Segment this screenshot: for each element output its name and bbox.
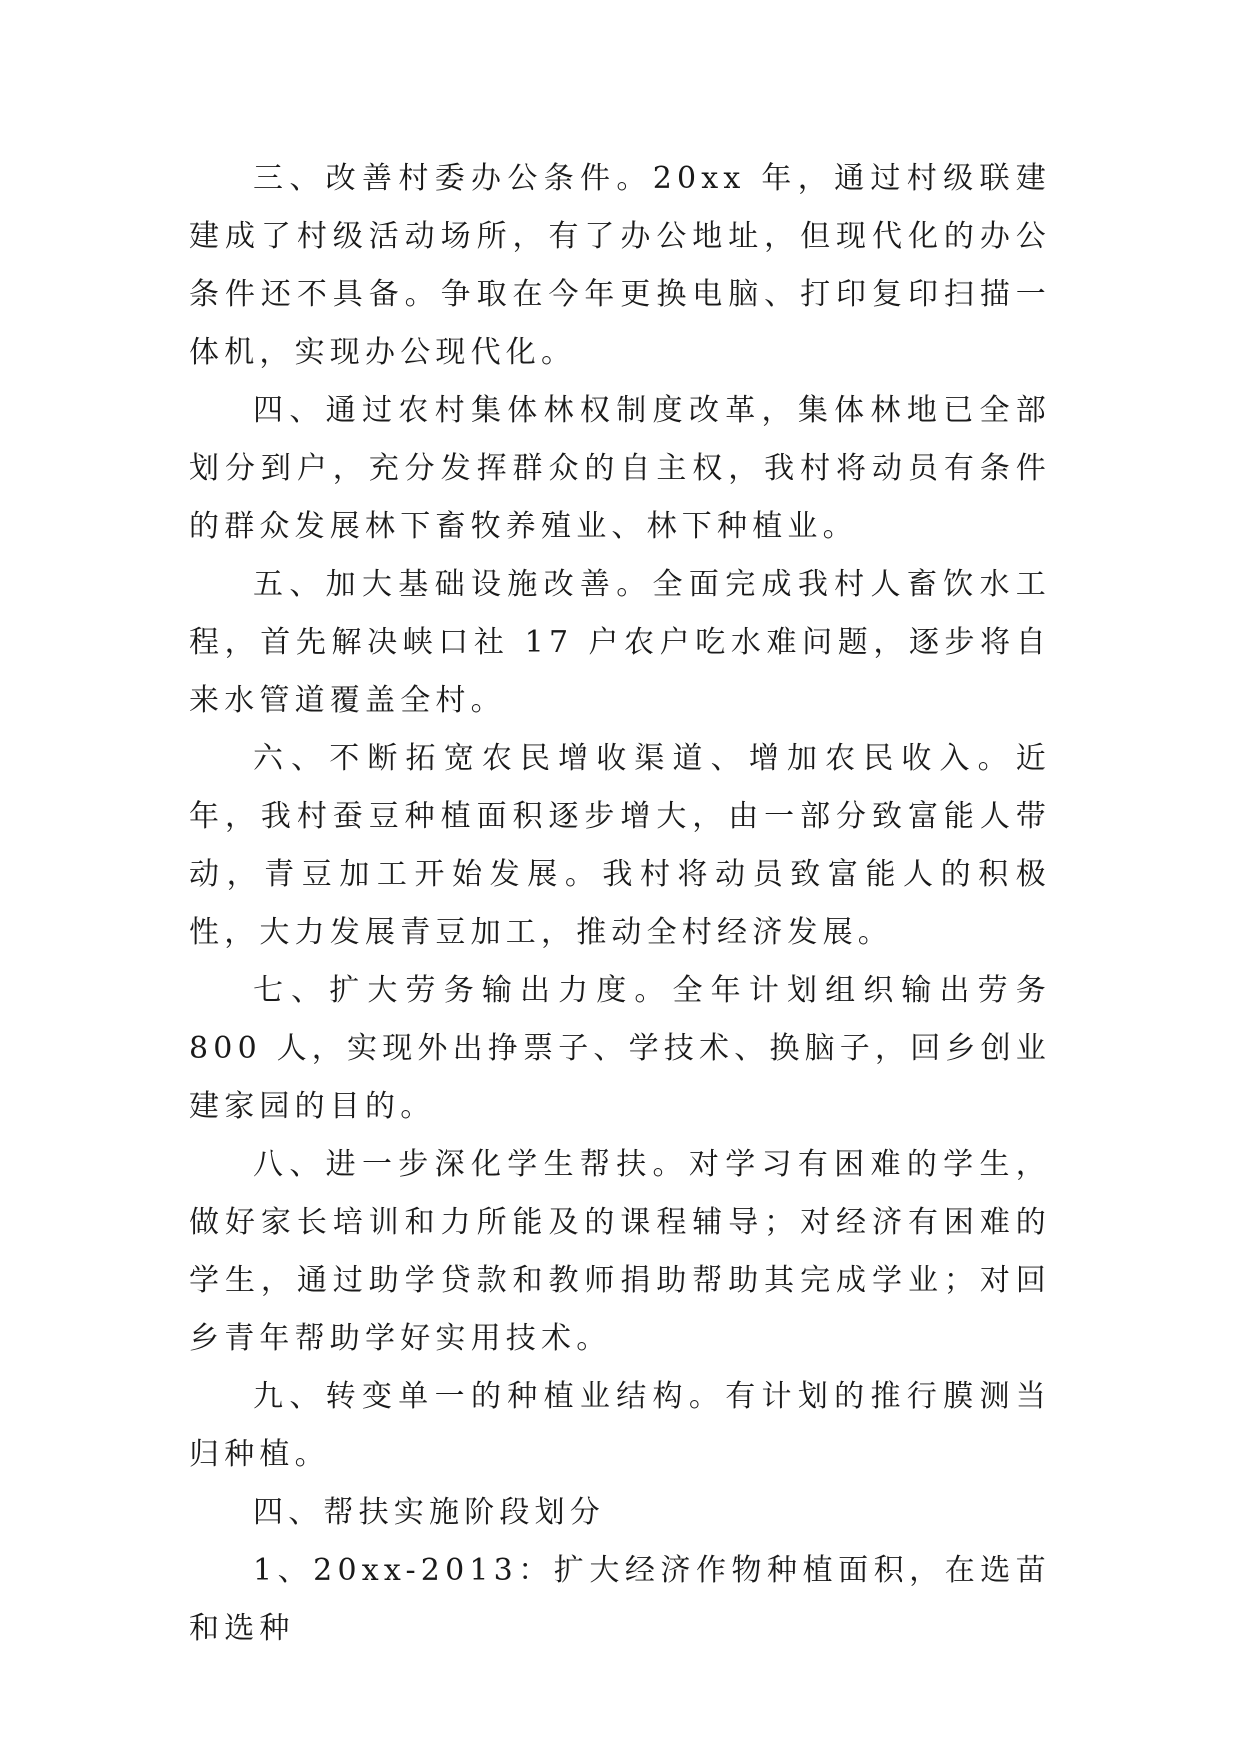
document-body [189, 150, 1051, 1658]
paragraph-7-labor-export: 七、扩大劳务输出力度。全年计划组织输出劳务 800 人，实现外出挣票子、学技术、换脑子，回乡创业建家园的目的。 [189, 973, 1051, 1124]
paragraph-3-office-conditions: 三、改善村委办公条件。20xx 年，通过村级联建建成了村级活动场所，有了办公地址，但现代化的办公条件还不具备。争取在今年更换电脑、打印复印扫描一体机，实现办公现代化。 [189, 161, 1051, 370]
paragraph-5-infrastructure: 五、加大基础设施改善。全面完成我村人畜饮水工程，首先解决峡口社 17 户农户吃水难问题，逐步将自来水管道覆盖全村。 [189, 567, 1051, 718]
paragraph-stage-1: 1、20xx-2013：扩大经济作物种植面积，在选苗和选种 [189, 1553, 1051, 1646]
section-heading-implementation-stages: 四、帮扶实施阶段划分 [253, 1495, 605, 1530]
paragraph-6-income-channels: 六、不断拓宽农民增收渠道、增加农民收入。近年，我村蚕豆种植面积逐步增大，由一部分致富能人带动，青豆加工开始发展。我村将动员致富能人的积极性，大力发展青豆加工，推动全村经济发展。 [189, 741, 1051, 950]
paragraph-9-planting-structure: 九、转变单一的种植业结构。有计划的推行膜测当归种植。 [189, 1379, 1051, 1472]
paragraph-4-forest-reform: 四、通过农村集体林权制度改革，集体林地已全部划分到户，充分发挥群众的自主权，我村将动员有条件的群众发展林下畜牧养殖业、林下种植业。 [189, 393, 1051, 544]
paragraph-8-student-support: 八、进一步深化学生帮扶。对学习有困难的学生，做好家长培训和力所能及的课程辅导；对经济有困难的学生，通过助学贷款和教师捐助帮助其完成学业；对回乡青年帮助学好实用技术。 [189, 1147, 1051, 1356]
